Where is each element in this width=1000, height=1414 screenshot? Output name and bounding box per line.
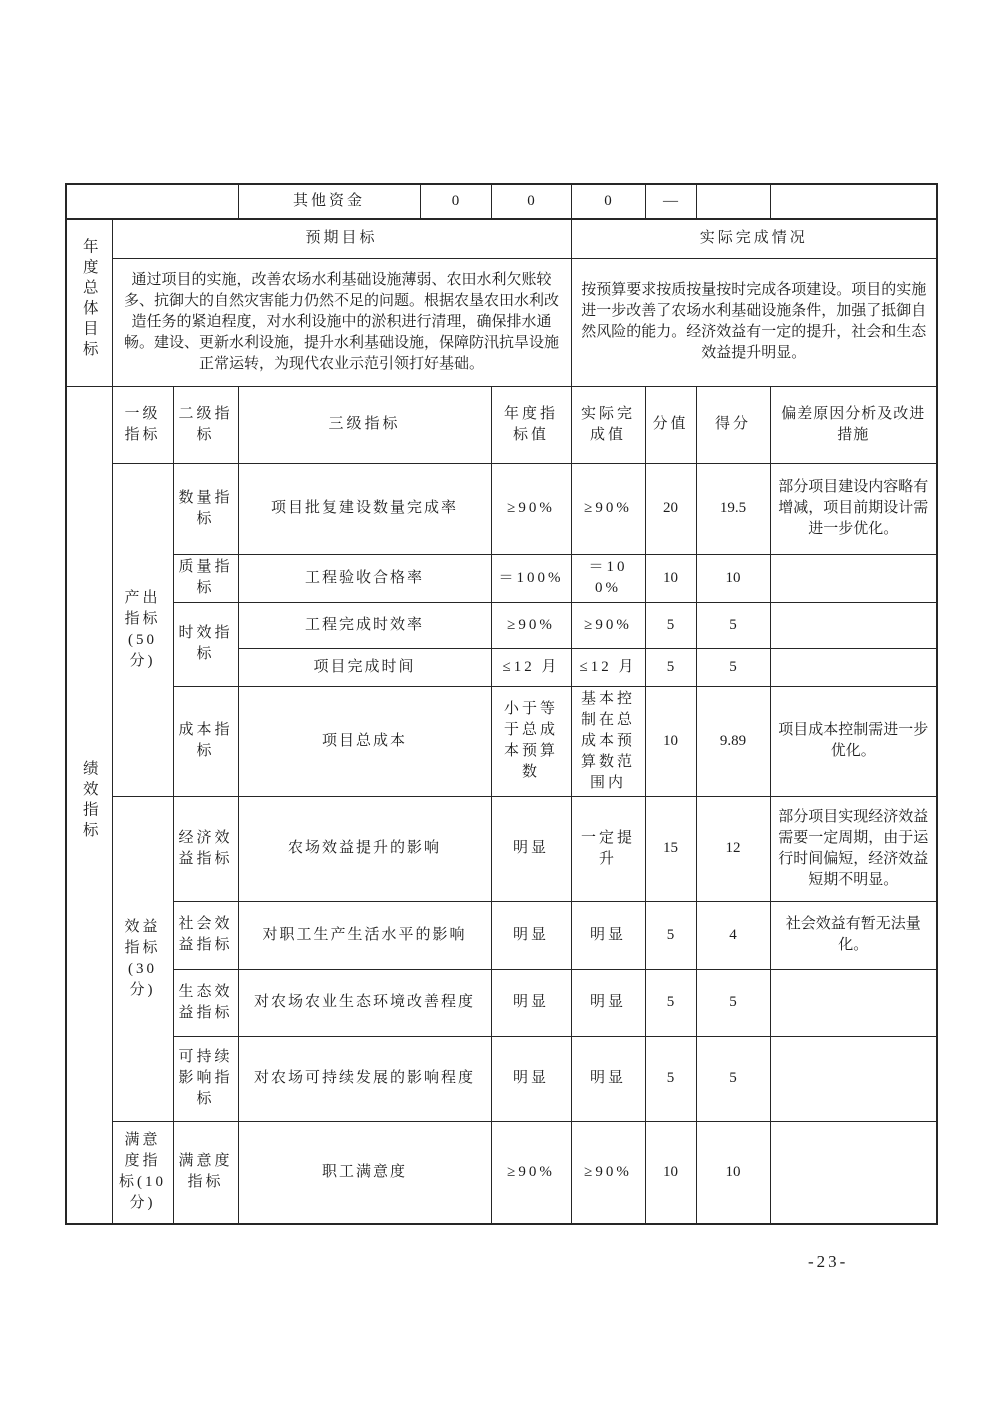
got-value: 5 [696,602,770,648]
indicator-header-row [66,386,937,463]
level3-label: 农场效益提升的影响 [238,796,491,901]
score-value: 15 [645,796,696,901]
level1-benefit: 效益指标(30分) [112,796,173,1121]
annual-goal-content-row [66,258,937,386]
annual-value: ≤12 月 [491,648,571,686]
header-deviation: 偏差原因分析及改进措施 [770,386,937,463]
got-value: 9.89 [696,686,770,796]
level2-label: 经济效益指标 [173,796,238,901]
score-value: 5 [645,969,696,1036]
annual-goal-header-row [66,219,937,258]
actual-value: 明显 [571,1036,645,1121]
deviation-text: 部分项目实现经济效益需要一定周期，由于运行时间偏短，经济效益短期不明显。 [770,796,937,901]
actual-value: 明显 [571,969,645,1036]
actual-value: ＝100% [571,554,645,602]
level2-label: 成本指标 [173,686,238,796]
annual-value: 明显 [491,969,571,1036]
annual-goal-side-label: 年度总体目标 [80,237,98,361]
level3-label: 职工满意度 [238,1121,491,1224]
actual-value: 明显 [571,901,645,969]
level3-label: 对农场农业生态环境改善程度 [238,969,491,1036]
deviation-text: 社会效益有暂无法量化。 [770,901,937,969]
header-actual-value: 实际完成值 [571,386,645,463]
score-value: 5 [645,602,696,648]
performance-side-label: 绩效指标 [80,760,98,843]
funding-empty-1 [696,184,770,219]
indicator-row-economic [66,796,937,901]
actual-value: ≥90% [571,1121,645,1224]
level3-label: 项目完成时间 [238,648,491,686]
funding-value-adjusted: 0 [491,184,571,219]
indicator-row-quantity [66,463,937,554]
level2-label: 可持续影响指标 [173,1036,238,1121]
got-value: 4 [696,901,770,969]
expected-goal-header: 预期目标 [112,219,571,258]
actual-value: 基本控制在总成本预算数范围内 [571,686,645,796]
funding-row [66,184,937,219]
annual-value: ≥90% [491,1121,571,1224]
got-value: 19.5 [696,463,770,554]
funding-value-actual: 0 [571,184,645,219]
got-value: 10 [696,1121,770,1224]
header-got: 得分 [696,386,770,463]
header-annual-value: 年度指标值 [491,386,571,463]
level3-label: 工程验收合格率 [238,554,491,602]
level2-label: 时效指标 [173,602,238,686]
performance-side-label-cell [66,386,112,1224]
level3-label: 对职工生产生活水平的影响 [238,901,491,969]
level2-label: 生态效益指标 [173,969,238,1036]
score-value: 10 [645,1121,696,1224]
level1-output: 产出指标(50分) [112,463,173,796]
indicator-row-sustainability [66,1036,937,1121]
level3-label: 对农场可持续发展的影响程度 [238,1036,491,1121]
level2-label: 数量指标 [173,463,238,554]
expected-goal-text: 通过项目的实施，改善农场水利基础设施薄弱、农田水利欠账较多、抗御大的自然灾害能力仍然不足的问题。根据农垦农田水利改造任务的紧迫程度，对水利设施中的淤积进行清理，确保排水通畅。建设、更新水利设施，提升水利基础设施，保障防汛抗旱设施正常运转，为现代农业示范引领打好基础。 [112,258,571,386]
indicator-row-satisfaction [66,1121,937,1224]
funding-label: 其他资金 [238,184,420,219]
funding-lead-cell [66,184,238,219]
header-score: 分值 [645,386,696,463]
annual-value: 明显 [491,1036,571,1121]
annual-value: ＝100% [491,554,571,602]
level3-label: 工程完成时效率 [238,602,491,648]
annual-value: 小于等于总成本预算数 [491,686,571,796]
annual-value: ≥90% [491,602,571,648]
got-value: 5 [696,648,770,686]
indicator-row-timeliness-rate [66,602,937,648]
annual-value: 明显 [491,796,571,901]
actual-value: ≥90% [571,602,645,648]
deviation-text [770,969,937,1036]
actual-completion-text: 按预算要求按质按量按时完成各项建设。项目的实施进一步改善了农场水利基础设施条件，加强了抵御自然风险的能力。经济效益有一定的提升，社会和生态效益提升明显。 [571,258,937,386]
got-value: 10 [696,554,770,602]
annual-value: ≥90% [491,463,571,554]
level2-label: 质量指标 [173,554,238,602]
level2-label: 社会效益指标 [173,901,238,969]
header-level2: 二级指标 [173,386,238,463]
indicator-row-social [66,901,937,969]
page-number: -23- [808,1252,849,1271]
deviation-text [770,602,937,648]
deviation-text: 项目成本控制需进一步优化。 [770,686,937,796]
got-value: 12 [696,796,770,901]
indicator-row-quality [66,554,937,602]
indicator-row-cost [66,686,937,796]
deviation-text [770,1036,937,1121]
score-value: 20 [645,463,696,554]
score-value: 10 [645,554,696,602]
header-level3: 三级指标 [238,386,491,463]
funding-empty-2 [770,184,937,219]
level3-label: 项目批复建设数量完成率 [238,463,491,554]
annual-value: 明显 [491,901,571,969]
level2-label: 满意度指标 [173,1121,238,1224]
score-value: 5 [645,901,696,969]
actual-value: ≤12 月 [571,648,645,686]
deviation-text [770,1121,937,1224]
actual-value: ≥90% [571,463,645,554]
indicator-row-ecological [66,969,937,1036]
level3-label: 项目总成本 [238,686,491,796]
score-value: 10 [645,686,696,796]
score-value: 5 [645,648,696,686]
level1-satisfaction: 满意度指标(10分) [112,1121,173,1224]
deviation-text: 部分项目建设内容略有增减，项目前期设计需进一步优化。 [770,463,937,554]
score-value: 5 [645,1036,696,1121]
header-level1: 一级指标 [112,386,173,463]
funding-value-rate: — [645,184,696,219]
deviation-text [770,648,937,686]
deviation-text [770,554,937,602]
actual-completion-header: 实际完成情况 [571,219,937,258]
funding-value-budget: 0 [420,184,491,219]
annual-goal-side-label-cell [66,219,112,386]
got-value: 5 [696,1036,770,1121]
actual-value: 一定提升 [571,796,645,901]
performance-evaluation-table [65,183,938,1225]
got-value: 5 [696,969,770,1036]
